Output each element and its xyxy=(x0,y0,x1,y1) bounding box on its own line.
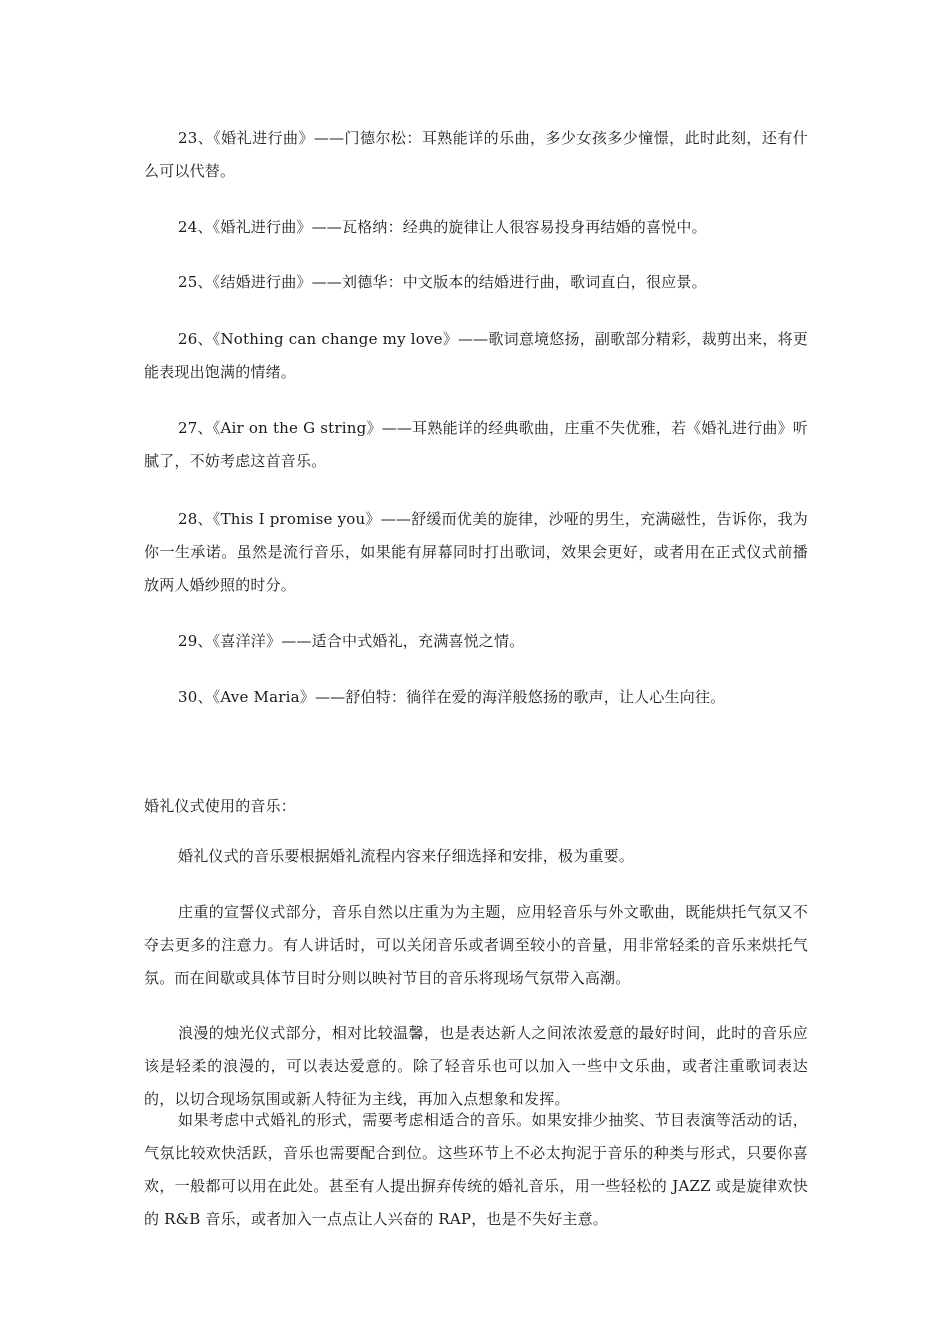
song-item-27: 27、《Air on the G string》——耳熟能详的经典歌曲，庄重不失优雅，若《婚礼进行曲》听腻了，不妨考虑这首音乐。 xyxy=(144,419,808,470)
song-item-28: 28、《This I promise you》——舒缓而优美的旋律，沙哑的男生，充满磁性，告诉你，我为你一生承诺。虽然是流行音乐，如果能有屏幕同时打出歌词，效果会更好，或者用在正式仪式前播放两人婚纱照的时分。 xyxy=(144,510,808,594)
section-paragraph-candle: 浪漫的烛光仪式部分，相对比较温馨，也是表达新人之间浓浓爱意的最好时间，此时的音乐应该是轻柔的浪漫的，可以表达爱意的。除了轻音乐也可以加入一些中文乐曲，或者注重歌词表达的，以切合现场氛围或新人特征为主线，再加入点想象和发挥。 xyxy=(144,1024,808,1108)
song-item-24: 24、《婚礼进行曲》——瓦格纳：经典的旋律让人很容易投身再结婚的喜悦中。 xyxy=(178,218,707,236)
section-paragraph-chinese-style: 如果考虑中式婚礼的形式，需要考虑相适合的音乐。如果安排少抽奖、节目表演等活动的话，气氛比较欢快活跃，音乐也需要配合到位。这些环节上不必太拘泥于音乐的种类与形式，只要你喜欢，一般都可以用在此处。甚至有人提出摒弃传统的婚礼音乐，用一些轻松的 JAZZ 或是旋律欢快的 R&B 音乐，或者加入一点点让人兴奋的 RAP，也是不失好主意。 xyxy=(144,1111,808,1228)
song-item-23: 23、《婚礼进行曲》——门德尔松：耳熟能详的乐曲，多少女孩多少憧憬，此时此刻，还有什么可以代替。 xyxy=(144,129,808,180)
section-paragraph-vow: 庄重的宣誓仪式部分，音乐自然以庄重为为主题，应用轻音乐与外文歌曲，既能烘托气氛又不夺去更多的注意力。有人讲话时，可以关闭音乐或者调至较小的音量，用非常轻柔的音乐来烘托气氛。而在间歇或具体节目时分则以映衬节目的音乐将现场气氛带入高潮。 xyxy=(144,903,808,987)
song-item-26: 26、《Nothing can change my love》——歌词意境悠扬，副歌部分精彩，裁剪出来，将更能表现出饱满的情绪。 xyxy=(144,330,808,381)
song-item-25: 25、《结婚进行曲》——刘德华：中文版本的结婚进行曲，歌词直白，很应景。 xyxy=(178,273,707,291)
song-item-30: 30、《Ave Maria》——舒伯特：徜徉在爱的海洋般悠扬的歌声，让人心生向往。 xyxy=(178,688,726,706)
song-item-29: 29、《喜洋洋》——适合中式婚礼，充满喜悦之情。 xyxy=(178,632,525,650)
section-paragraph-intro: 婚礼仪式的音乐要根据婚礼流程内容来仔细选择和安排，极为重要。 xyxy=(178,847,635,865)
section-heading: 婚礼仪式使用的音乐： xyxy=(144,797,297,815)
